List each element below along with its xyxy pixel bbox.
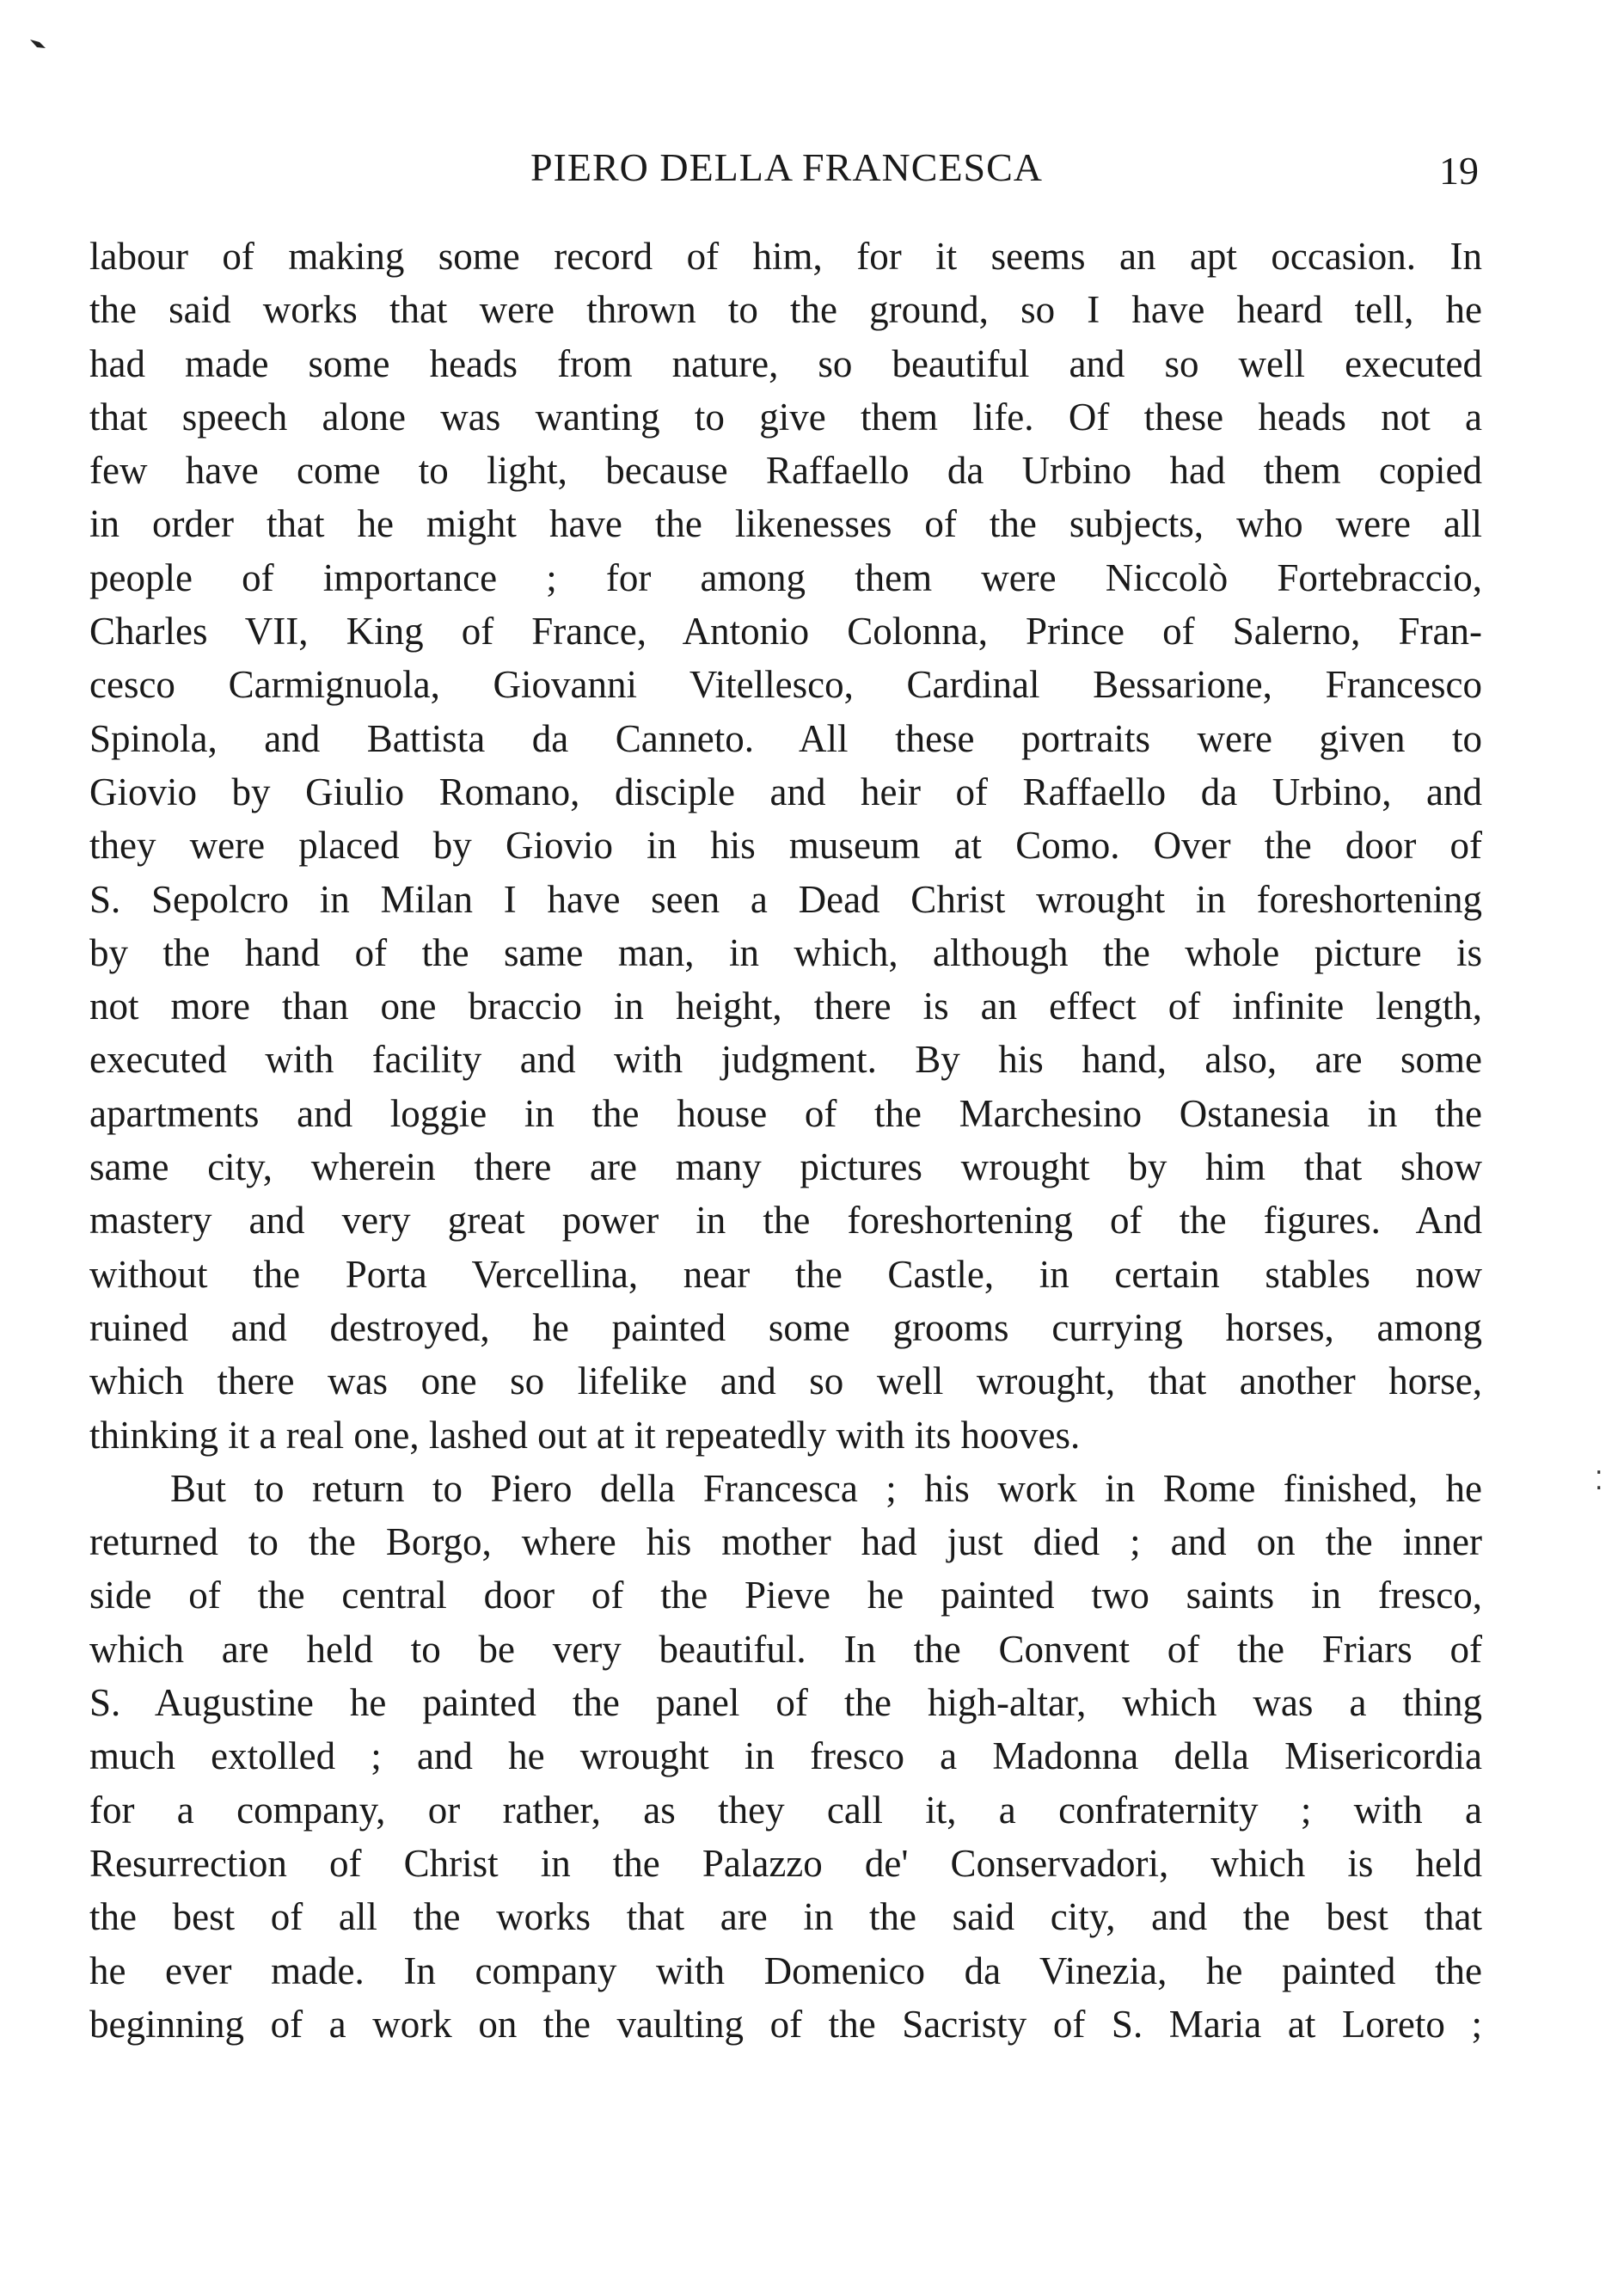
text-line: the best of all the works that are in the said city, and the best that — [89, 1895, 1482, 1939]
text-line: they were placed by Giovio in his museum at Como. Over the door of — [89, 824, 1482, 868]
text-line: thinking it a real one, lashed out at it repeatedly with its hooves. — [89, 1413, 1081, 1457]
text-line: had made some heads from nature, so beautiful and so well executed — [89, 341, 1482, 385]
text-line: Giovio by Giulio Romano, disciple and heir of Raffaello da Urbino, and — [89, 770, 1482, 813]
text-line: ruined and destroyed, he painted some grooms currying horses, among — [89, 1305, 1482, 1349]
text-line: without the Porta Vercellina, near the Castle, in certain stables now — [89, 1252, 1482, 1296]
text-line: But to return to Piero della Francesca ; his work in Rome finished, he — [170, 1466, 1482, 1510]
text-line: by the hand of the same man, in which, although the whole picture is — [89, 930, 1482, 974]
text-line: mastery and very great power in the foreshortening of the figures. And — [89, 1199, 1482, 1243]
text-line: labour of making some record of him, for it seems an apt occasion. In — [89, 235, 1482, 278]
text-line: people of importance ; for among them were Niccolò Fortebraccio, — [89, 555, 1482, 599]
paragraph-2 — [89, 1462, 1482, 2051]
running-title: PIERO DELLA FRANCESCA — [530, 145, 1044, 189]
text-line: in order that he might have the likenesses of the subjects, who were all — [89, 502, 1482, 546]
page-body — [89, 230, 1482, 2051]
text-line: beginning of a work on the vaulting of the Sacristy of S. Maria at Loreto ; — [89, 2002, 1482, 2046]
text-line: same city, wherein there are many pictures wrought by him that show — [89, 1145, 1482, 1189]
margin-speck-mark: ⁚ — [1595, 1467, 1603, 1495]
text-line: cesco Carmignuola, Giovanni Vitellesco, Cardinal Bessarione, Francesco — [89, 663, 1482, 707]
text-line: few have come to light, because Raffaello da Urbino had them copied — [89, 449, 1482, 493]
text-line: S. Sepolcro in Milan I have seen a Dead Christ wrought in foreshortening — [89, 877, 1482, 921]
text-line: returned to the Borgo, where his mother had just died ; and on the inner — [89, 1520, 1482, 1564]
page-header — [95, 142, 1479, 193]
text-line: for a company, or rather, as they call it, a confraternity ; with a — [89, 1788, 1482, 1832]
text-line: executed with facility and with judgment. By his hand, also, are some — [89, 1038, 1482, 1082]
text-line: not more than one braccio in height, there is an effect of infinite length, — [89, 985, 1482, 1028]
text-line: Resurrection of Christ in the Palazzo de' Conservadori, which is held — [89, 1841, 1482, 1885]
text-line: Charles VII, King of France, Antonio Colonna, Prince of Salerno, Fran- — [89, 610, 1482, 654]
text-line: apartments and loggie in the house of the Marchesino Ostanesia in the — [89, 1091, 1482, 1135]
page-number: 19 — [1439, 149, 1479, 193]
text-line: S. Augustine he painted the panel of the high-altar, which was a thing — [89, 1681, 1482, 1725]
text-line: that speech alone was wanting to give them life. Of these heads not a — [89, 395, 1482, 439]
corner-ink-mark — [29, 38, 46, 50]
text-line: he ever made. In company with Domenico da Vinezia, he painted the — [89, 1949, 1482, 1992]
text-line: side of the central door of the Pieve he painted two saints in fresco, — [89, 1574, 1482, 1617]
text-line: Spinola, and Battista da Canneto. All these portraits were given to — [89, 716, 1482, 760]
text-line: much extolled ; and he wrought in fresco a Madonna della Misericordia — [89, 1734, 1482, 1778]
paragraph-1 — [89, 230, 1482, 1462]
text-line: which are held to be very beautiful. In the Convent of the Friars of — [89, 1627, 1482, 1671]
text-line: which there was one so lifelike and so well wrought, that another horse, — [89, 1359, 1482, 1403]
text-line: the said works that were thrown to the ground, so I have heard tell, he — [89, 288, 1482, 332]
